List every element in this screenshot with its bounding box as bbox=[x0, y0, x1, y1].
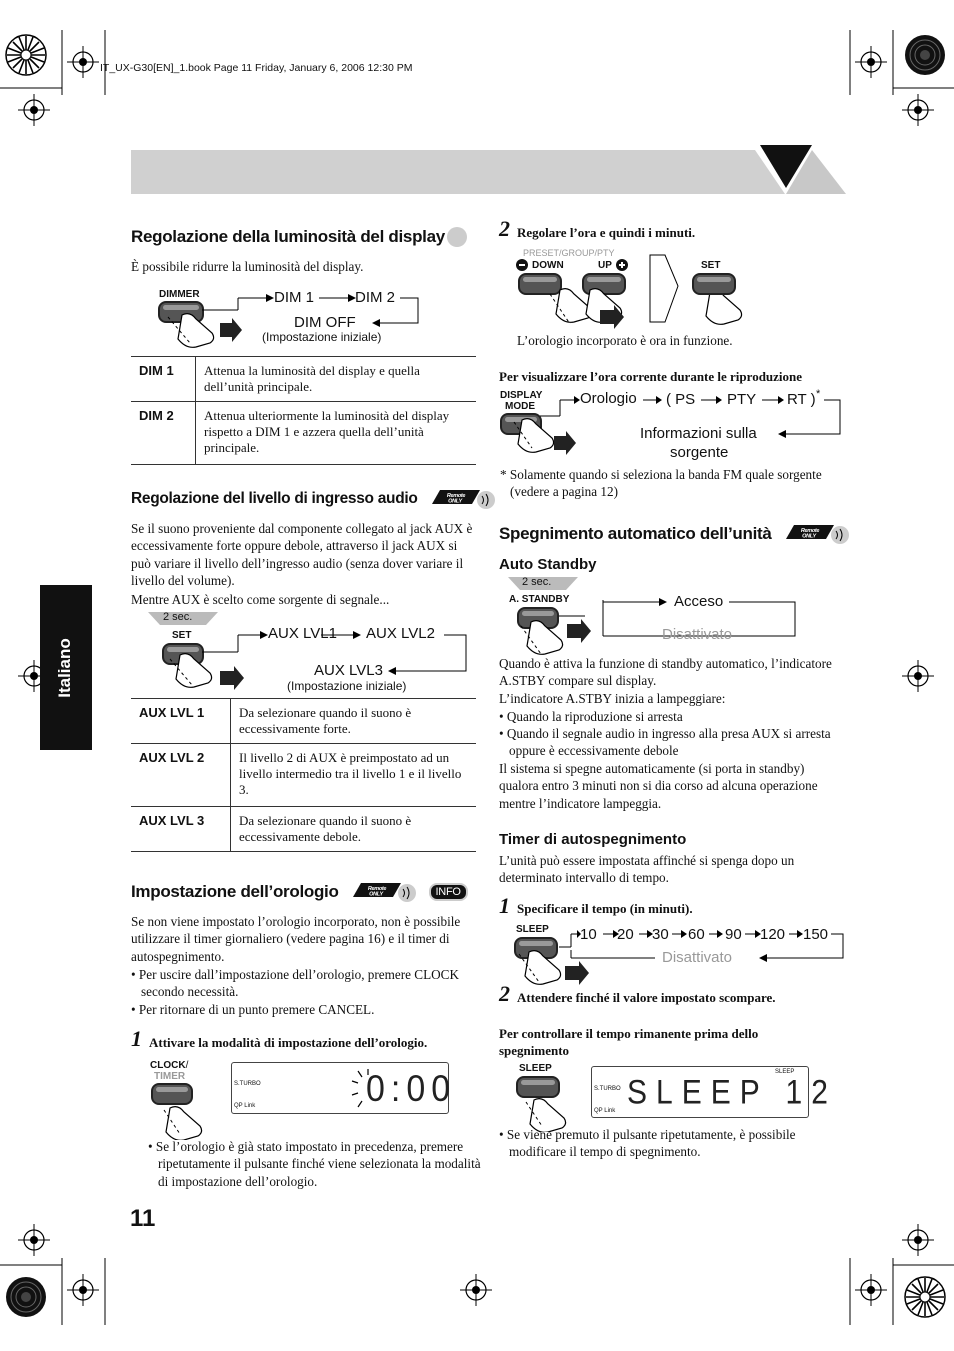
standby-on-label: Acceso bbox=[674, 593, 724, 610]
standby-heading: Spegnimento automatico dell’unità Remote ONLY bbox=[499, 524, 836, 544]
table-row: DIM 2 Attenua ulteriormente la luminosità del display rispetto a DIM 1 e azzera quella dell’unità principale. bbox=[131, 402, 476, 465]
aux-sec-label: 2 sec. bbox=[163, 611, 193, 623]
timer-button-label: TIMER bbox=[154, 1071, 186, 1082]
info-badge: INFO bbox=[429, 883, 468, 901]
sleep-display-indicator: SLEEP bbox=[775, 1069, 795, 1075]
dimmer-heading: Regolazione della luminosità del display bbox=[131, 227, 467, 247]
standby-bullet-2: • Quando il segnale audio in ingresso alla presa AUX si arresta oppure è eccessivamente debole bbox=[499, 726, 831, 759]
table-row: DIM 1 Attenua la luminosità del display e quella dell’unità principale. bbox=[131, 357, 476, 402]
sleep-step-1-text: Specificare il tempo (in minuti). bbox=[517, 901, 693, 916]
clock-heading: Impostazione dell’orologio Remote ONLY INFO bbox=[131, 882, 468, 902]
aux-para-1: Se il suono proveniente dal componente collegato al jack AUX è eccessivamente forte oppure debole, attraverso il jack AUX si può variare il livello dell’ingresso audio (senza dover variare il livello del volume). bbox=[131, 521, 473, 589]
ps-label: ( PS bbox=[666, 391, 696, 408]
sleep-off-label: Disattivato bbox=[662, 949, 733, 966]
dimmer-initial-note: (Impostazione iniziale) bbox=[262, 330, 382, 344]
display-mode-footnote: * Solamente quando si seleziona la banda FM quale sorgente (vedere a pagina 12) bbox=[500, 467, 822, 500]
sleep-time-30: 30 bbox=[652, 926, 669, 943]
sleep-button-label: SLEEP bbox=[516, 924, 549, 935]
preset-label: PRESET/GROUP/PTY bbox=[523, 248, 615, 258]
clock-display-sturbo: S.TURBO bbox=[234, 1081, 261, 1087]
down-label: DOWN bbox=[532, 260, 564, 271]
clock-step-2-note: L’orologio incorporato è ora in funzione. bbox=[517, 333, 733, 348]
clock-bullet-1: • Per uscire dall’impostazione dell’orologio, premere CLOCK secondo necessità. bbox=[131, 967, 459, 1000]
sleep-timer-subheading: Timer di autospegnimento bbox=[499, 831, 687, 848]
sleep-display-sturbo: S.TURBO bbox=[594, 1086, 621, 1092]
svg-text:Remote: Remote bbox=[446, 493, 465, 499]
svg-text:ONLY: ONLY bbox=[801, 533, 816, 540]
aux-lvl3-label: AUX LVL3 bbox=[314, 662, 383, 679]
svg-text:Remote: Remote bbox=[367, 886, 386, 892]
sleep-finger bbox=[510, 1072, 590, 1132]
info-label-1: Informazioni sulla bbox=[640, 425, 757, 442]
sleep-note: • Se viene premuto il pulsante ripetutamente, è possibile modificare il tempo di spegnimento. bbox=[499, 1127, 796, 1160]
page-number: 11 bbox=[130, 1205, 156, 1232]
clock-display-value: 0:00 bbox=[366, 1068, 457, 1110]
table-row: AUX LVL 3 Da selezionare quando il suono è eccessivamente debole. bbox=[131, 807, 476, 852]
standby-sec-label: 2 sec. bbox=[522, 576, 552, 588]
dim-2-label: DIM 2 bbox=[355, 289, 396, 306]
book-reference: IT_UX-G30[EN]_1.book Page 11 Friday, January 6, 2006 12:30 PM bbox=[100, 62, 413, 74]
info-label-2: sorgente bbox=[670, 444, 729, 461]
sleep-time-60: 60 bbox=[688, 926, 705, 943]
display-button-label-1: DISPLAY bbox=[500, 390, 543, 401]
sleep-button-2-label: SLEEP bbox=[519, 1063, 552, 1074]
language-tab-label: Italiano bbox=[55, 638, 74, 698]
dimmer-intro: È possibile ridurre la luminosità del display. bbox=[131, 259, 364, 274]
set-label: SET bbox=[701, 260, 721, 271]
up-label: UP bbox=[598, 260, 612, 271]
aux-lvl2-label: AUX LVL2 bbox=[366, 625, 435, 642]
display-button-label-2: MODE bbox=[505, 401, 535, 412]
sleep-step-2-number: 2 bbox=[499, 981, 510, 1006]
clock-finger bbox=[150, 1080, 230, 1140]
remote-only-badge bbox=[780, 525, 836, 543]
aux-para-2: Mentre AUX è scelto come sorgente di segnale... bbox=[131, 592, 390, 607]
aux-table bbox=[131, 698, 476, 852]
dim-1-label: DIM 1 bbox=[274, 289, 315, 306]
table-row: AUX LVL 2 Il livello 2 di AUX è preimpostato ad un livello intermedio tra il livello 1 e il livello 3. bbox=[131, 744, 476, 807]
sleep-timer-para: L’unità può essere impostata affinché si spenga dopo un determinato intervallo di tempo. bbox=[499, 853, 795, 886]
rt-star: * bbox=[816, 388, 821, 400]
set-button[interactable] bbox=[692, 273, 736, 295]
aux-initial-note: (Impostazione iniziale) bbox=[287, 679, 407, 693]
standby-para-1: Quando è attiva la funzione di standby automatico, l’indicatore A.STBY compare sul display. bbox=[499, 656, 832, 689]
remote-only-badge bbox=[426, 490, 482, 508]
table-row: AUX LVL 1 Da selezionare quando il suono è eccessivamente forte. bbox=[131, 699, 476, 744]
aux-heading: Regolazione del livello di ingresso audio Remote ONLY bbox=[131, 490, 482, 508]
sleep-step-1-number: 1 bbox=[499, 893, 510, 918]
rt-label: RT ) bbox=[787, 391, 816, 408]
clock-note: • Se l’orologio è già stato impostato in precedenza, premere ripetutamente il pulsante finché viene selezionata la modalità di impostazione dell’orologio. bbox=[148, 1139, 481, 1189]
clock-step-1-text: Attivare la modalità di impostazione dell’orologio. bbox=[149, 1035, 428, 1050]
auto-standby-subheading: Auto Standby bbox=[499, 556, 597, 573]
svg-text:ONLY: ONLY bbox=[368, 891, 383, 898]
aux-lvl1-label: AUX LVL1 bbox=[268, 625, 337, 642]
sleep-time-90: 90 bbox=[725, 926, 742, 943]
remote-only-badge bbox=[347, 883, 423, 901]
standby-bullet-1: • Quando la riproduzione si arresta bbox=[499, 709, 683, 724]
display-mode-heading: Per visualizzare l’ora corrente durante le riproduzione bbox=[499, 369, 803, 384]
clock-button-label: CLOCK/ bbox=[150, 1060, 189, 1071]
standby-button-label: A. STANDBY bbox=[509, 594, 570, 605]
standby-off-label: Disattivato bbox=[662, 626, 733, 643]
svg-text:ONLY: ONLY bbox=[447, 498, 462, 505]
orologio-label: Orologio bbox=[580, 390, 637, 407]
remaining-time-heading: Per controllare il tempo rimanente prima dello spegnimento bbox=[499, 1026, 759, 1058]
standby-diagram bbox=[505, 592, 805, 662]
dimmer-table bbox=[131, 356, 476, 465]
dimmer-button-label: DIMMER bbox=[159, 289, 200, 300]
dim-off-label: DIM OFF bbox=[294, 314, 356, 331]
clock-bullet-2: • Per ritornare di un punto premere CANCEL. bbox=[131, 1002, 375, 1017]
aux-set-button-label: SET bbox=[172, 630, 192, 641]
clock-para-1: Se non viene impostato l’orologio incorporato, non è possibile utilizzare il timer giornaliero (vedere pagina 16) e il timer di autospegnimento. bbox=[131, 914, 461, 964]
svg-text:Remote: Remote bbox=[800, 528, 819, 534]
standby-para-2: L’indicatore A.STBY inizia a lampeggiare: bbox=[499, 691, 726, 706]
sleep-step-2-text: Attendere finché il valore impostato scompare. bbox=[517, 990, 776, 1005]
sleep-time-150: 150 bbox=[803, 926, 829, 943]
sleep-display-value: SLEEP 12 bbox=[627, 1073, 837, 1112]
sleep-time-10: 10 bbox=[580, 926, 597, 943]
sleep-display-qplink: QP Link bbox=[594, 1108, 616, 1114]
sleep-time-20: 20 bbox=[617, 926, 634, 943]
pty-label: PTY bbox=[727, 391, 757, 408]
heading-dot bbox=[447, 227, 467, 247]
clock-step-1-number: 1 bbox=[131, 1026, 142, 1051]
clock-step-2-text: Regolare l’ora e quindi i minuti. bbox=[517, 225, 696, 240]
clock-display-qplink: QP Link bbox=[234, 1103, 256, 1109]
sleep-time-120: 120 bbox=[760, 926, 786, 943]
clock-step-2-number: 2 bbox=[499, 216, 510, 241]
standby-para-3: Il sistema si spegne automaticamente (si porta in standby) qualora entro 3 minuti non si dia corso ad alcuna operazione mentre l’indicatore lampeggia. bbox=[499, 761, 818, 811]
